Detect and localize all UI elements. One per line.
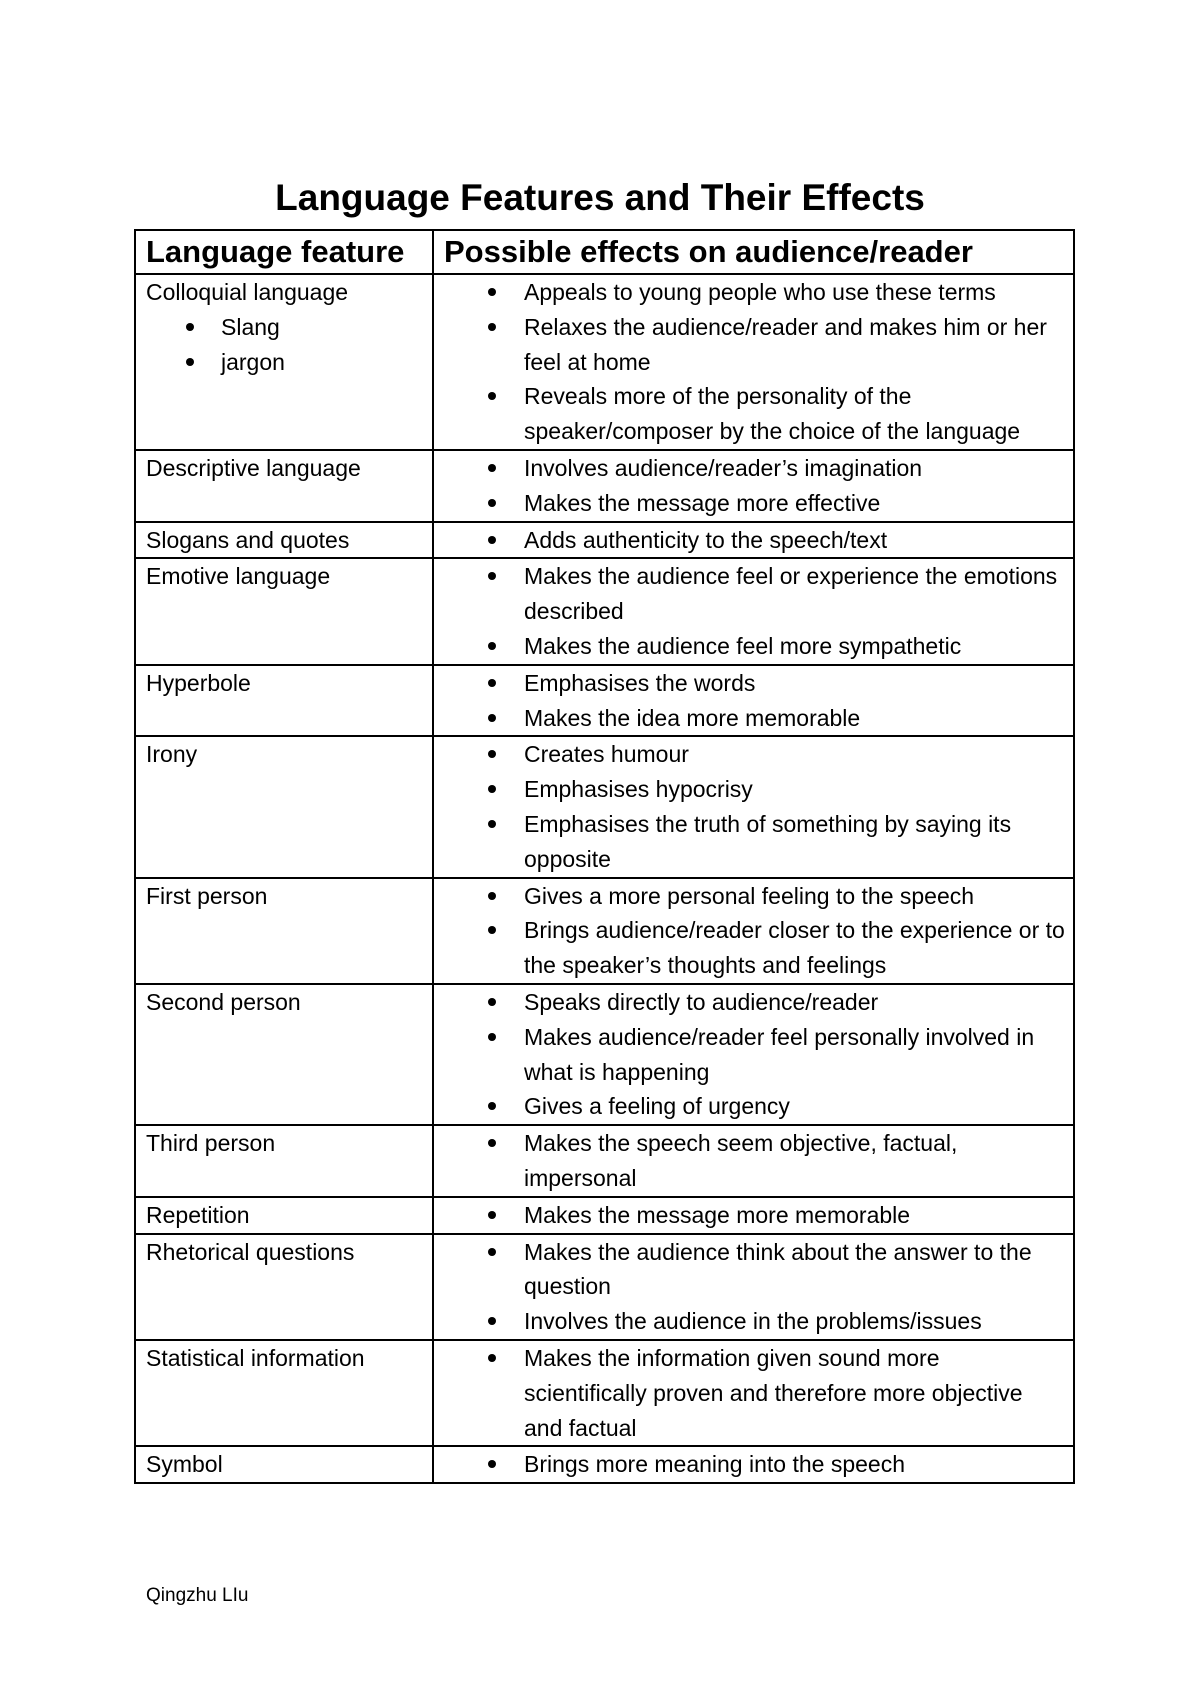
effect-item: Speaks directly to audience/reader	[444, 985, 1073, 1020]
effect-item: Emphasises the truth of something by saying its opposite	[444, 807, 1073, 877]
table-row	[135, 984, 1074, 1125]
header-possible-effects: Possible effects on audience/reader	[433, 230, 1074, 274]
effect-item: Reveals more of the personality of the speaker/composer by the choice of the language	[444, 379, 1073, 449]
effect-item: Makes audience/reader feel personally involved in what is happening	[444, 1020, 1073, 1090]
effect-item: Brings more meaning into the speech	[444, 1447, 1073, 1482]
effects-list	[444, 523, 1073, 558]
feature-cell	[135, 522, 433, 559]
effects-cell	[433, 736, 1074, 877]
effects-cell	[433, 274, 1074, 450]
effect-item: Adds authenticity to the speech/text	[444, 523, 1073, 558]
table-row	[135, 1446, 1074, 1483]
effect-item: Makes the audience feel more sympathetic	[444, 629, 1073, 664]
table-row	[135, 878, 1074, 984]
effects-list	[444, 275, 1073, 449]
feature-label: First person	[146, 882, 268, 909]
effect-item: Relaxes the audience/reader and makes him or her feel at home	[444, 310, 1073, 380]
table-row	[135, 558, 1074, 664]
feature-label: Statistical information	[146, 1344, 365, 1371]
effects-list	[444, 1341, 1073, 1445]
feature-label: Third person	[146, 1130, 276, 1157]
footer-author: Qingzhu LIu	[146, 1585, 249, 1606]
header-language-feature: Language feature	[135, 230, 433, 274]
effect-item: Makes the information given sound more scientifically proven and therefore more objective and factual	[444, 1341, 1073, 1445]
effects-cell	[433, 878, 1074, 984]
table-row	[135, 522, 1074, 559]
effect-item: Creates humour	[444, 737, 1073, 772]
effects-list	[444, 559, 1073, 663]
effect-item: Gives a feeling of urgency	[444, 1089, 1073, 1124]
effects-list	[444, 1126, 1073, 1196]
feature-cell	[135, 878, 433, 984]
table-row	[135, 1125, 1074, 1197]
effect-item: Makes the message more memorable	[444, 1198, 1073, 1233]
effects-list	[444, 737, 1073, 876]
table-body	[135, 274, 1074, 1483]
feature-sub-item: Slang	[146, 310, 432, 345]
effects-cell	[433, 450, 1074, 522]
features-table	[134, 229, 1075, 1484]
feature-cell	[135, 1234, 433, 1340]
page-title: Language Features and Their Effects	[275, 176, 925, 218]
table-row	[135, 1234, 1074, 1340]
table-row	[135, 450, 1074, 522]
table-row	[135, 1340, 1074, 1446]
effects-list	[444, 1447, 1073, 1482]
effects-cell	[433, 1340, 1074, 1446]
feature-label: Hyperbole	[146, 669, 251, 696]
feature-sub-item: jargon	[146, 345, 432, 380]
effect-item: Involves audience/reader’s imagination	[444, 451, 1073, 486]
feature-cell	[135, 274, 433, 450]
effects-cell	[433, 1446, 1074, 1483]
feature-cell	[135, 1340, 433, 1446]
effect-item: Emphasises hypocrisy	[444, 772, 1073, 807]
feature-cell	[135, 450, 433, 522]
feature-cell	[135, 1125, 433, 1197]
table-row	[135, 736, 1074, 877]
effects-list	[444, 985, 1073, 1124]
effects-list	[444, 666, 1073, 736]
feature-cell	[135, 736, 433, 877]
table-row	[135, 665, 1074, 737]
feature-label: Emotive language	[146, 563, 331, 590]
feature-cell	[135, 665, 433, 737]
effects-list	[444, 1235, 1073, 1339]
effects-cell	[433, 1197, 1074, 1234]
effects-cell	[433, 558, 1074, 664]
table-header-row	[135, 230, 1074, 274]
effect-item: Makes the audience think about the answer to the question	[444, 1235, 1073, 1305]
feature-label: Rhetorical questions	[146, 1238, 355, 1265]
effects-cell	[433, 984, 1074, 1125]
table-row	[135, 274, 1074, 450]
effects-cell	[433, 1125, 1074, 1197]
feature-label: Colloquial language	[146, 279, 349, 305]
effects-list	[444, 879, 1073, 983]
effect-item: Makes the audience feel or experience the emotions described	[444, 559, 1073, 629]
effects-cell	[433, 665, 1074, 737]
feature-label: Descriptive language	[146, 454, 361, 481]
effects-cell	[433, 522, 1074, 559]
effect-item: Makes the idea more memorable	[444, 701, 1073, 736]
effect-item: Makes the message more effective	[444, 486, 1073, 521]
feature-label: Slogans and quotes	[146, 526, 350, 553]
effect-item: Gives a more personal feeling to the speech	[444, 879, 1073, 914]
effects-list	[444, 451, 1073, 521]
feature-label: Second person	[146, 988, 301, 1015]
table-row	[135, 1197, 1074, 1234]
feature-cell	[135, 1446, 433, 1483]
effects-cell	[433, 1234, 1074, 1340]
effect-item: Involves the audience in the problems/issues	[444, 1304, 1073, 1339]
effect-item: Brings audience/reader closer to the experience or to the speaker’s thoughts and feelings	[444, 913, 1073, 983]
feature-label: Symbol	[146, 1451, 223, 1478]
feature-label: Irony	[146, 741, 198, 768]
feature-cell	[135, 984, 433, 1125]
feature-label: Repetition	[146, 1201, 250, 1228]
feature-cell	[135, 558, 433, 664]
feature-sub-list	[146, 310, 432, 380]
effects-list	[444, 1198, 1073, 1233]
effect-item: Emphasises the words	[444, 666, 1073, 701]
effect-item: Appeals to young people who use these terms	[444, 275, 1073, 310]
feature-cell	[135, 1197, 433, 1234]
effect-item: Makes the speech seem objective, factual, impersonal	[444, 1126, 1073, 1196]
